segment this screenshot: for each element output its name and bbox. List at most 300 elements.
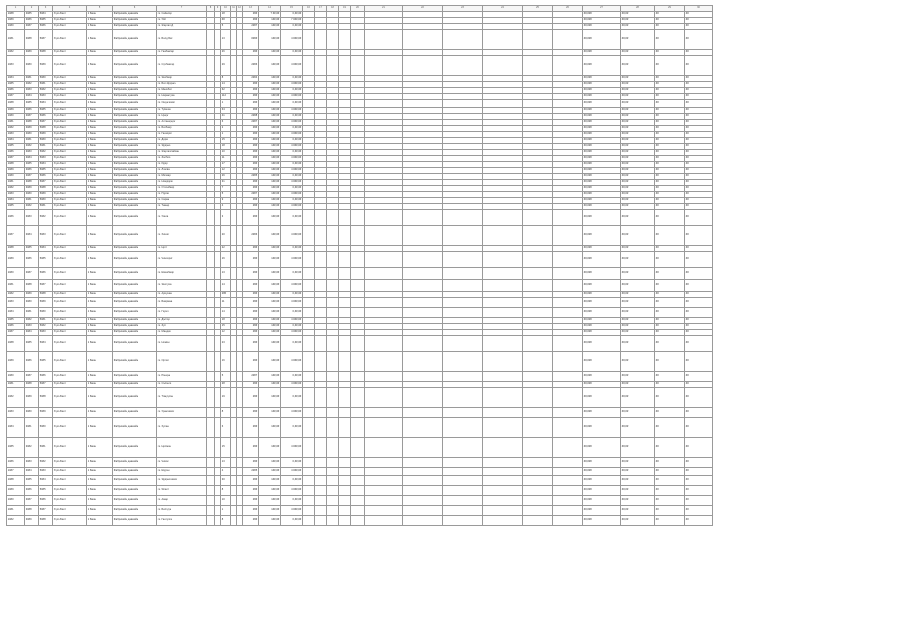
table-cell: 20 xyxy=(221,226,231,246)
table-cell: 5##2 xyxy=(39,458,53,468)
table-cell xyxy=(327,506,339,516)
table-cell xyxy=(339,210,351,226)
table-cell xyxy=(403,372,443,382)
table-cell: 1 Баян xyxy=(87,192,113,198)
table-cell: Хүхэ Балт xyxy=(53,168,87,174)
table-cell: 5##6 xyxy=(39,372,53,382)
table-cell xyxy=(523,252,553,268)
table-cell: гэ. Хишиг xyxy=(157,226,207,246)
table-cell: 1##1 xyxy=(7,382,25,388)
table-cell xyxy=(327,226,339,246)
table-cell: ##,### xyxy=(583,324,621,330)
table-cell: 1##,## xyxy=(259,76,281,82)
table-cell: 1##9 xyxy=(7,108,25,114)
table-cell: 0,##,## xyxy=(281,174,303,180)
table-cell xyxy=(351,496,365,506)
table-cell: ##,## xyxy=(621,210,655,226)
table-cell: 3##1 xyxy=(25,76,39,82)
table-cell xyxy=(207,298,215,308)
table-cell xyxy=(207,100,215,108)
table-cell: 4 xyxy=(221,204,231,210)
table-cell: 1##7 xyxy=(7,330,25,336)
table-row xyxy=(7,30,713,50)
table-cell xyxy=(303,352,315,372)
table-cell: ##,### xyxy=(583,24,621,30)
table-cell: ## xyxy=(655,18,685,24)
table-cell: 5##7 xyxy=(39,280,53,292)
table-cell xyxy=(351,506,365,516)
column-header: 29 xyxy=(655,6,685,12)
table-cell xyxy=(327,352,339,372)
table-cell: 5##4 xyxy=(39,476,53,486)
table-cell: гэ. Гантулга xyxy=(157,516,207,526)
table-cell: ## xyxy=(655,458,685,468)
table-cell: гэ. Ялалт xyxy=(157,486,207,496)
table-cell: Хүхэ Балт xyxy=(53,144,87,150)
table-cell: 19 xyxy=(221,388,231,408)
table-cell: 1 Баян xyxy=(87,12,113,18)
table-cell xyxy=(403,30,443,50)
table-cell: 3##8 xyxy=(25,180,39,186)
table-cell: 0,##,## xyxy=(281,138,303,144)
table-cell: ## xyxy=(685,336,713,352)
table-cell xyxy=(403,486,443,496)
table-cell: 1##,## xyxy=(259,114,281,120)
table-cell xyxy=(207,458,215,468)
table-cell: Хүхэ Балт xyxy=(53,88,87,94)
table-cell: ## xyxy=(655,226,685,246)
table-cell xyxy=(303,388,315,408)
table-cell: Фабрикийн давжийн xyxy=(113,50,157,56)
table-cell xyxy=(523,486,553,496)
table-cell: ## xyxy=(685,174,713,180)
table-cell xyxy=(483,336,523,352)
table-cell: 1 Баян xyxy=(87,516,113,526)
table-cell xyxy=(365,372,403,382)
table-cell: 5##1 xyxy=(39,144,53,150)
table-cell: 0,##,## xyxy=(281,88,303,94)
table-cell: гэ. Золбоо xyxy=(157,156,207,162)
table-cell: ## xyxy=(655,192,685,198)
table-cell: 0,##,## xyxy=(281,126,303,132)
table-cell xyxy=(315,458,327,468)
table-cell xyxy=(303,336,315,352)
table-cell xyxy=(315,252,327,268)
table-cell: 3##2 xyxy=(25,204,39,210)
table-cell: 1 Баян xyxy=(87,82,113,88)
table-cell: 1 Баян xyxy=(87,486,113,496)
table-cell: 1##,## xyxy=(259,30,281,50)
table-cell xyxy=(303,418,315,438)
table-cell: ## xyxy=(685,150,713,156)
table-cell: 1##,## xyxy=(259,180,281,186)
table-cell: 3##7 xyxy=(25,372,39,382)
table-cell: Хүхэ Балт xyxy=(53,458,87,468)
table-cell: гэ. Цогт xyxy=(157,246,207,252)
table-cell: ## xyxy=(655,76,685,82)
table-cell xyxy=(443,100,483,108)
table-cell: 1##,## xyxy=(259,292,281,298)
table-cell: 1##,## xyxy=(259,132,281,138)
table-cell xyxy=(327,486,339,496)
table-cell: ## xyxy=(655,24,685,30)
table-cell: ## xyxy=(685,382,713,388)
table-cell: 5##1 xyxy=(39,438,53,458)
table-cell xyxy=(315,418,327,438)
table-cell: 1 Баян xyxy=(87,382,113,388)
table-cell xyxy=(315,476,327,486)
table-cell: ### xyxy=(243,516,259,526)
table-row xyxy=(7,268,713,280)
column-header: 28 xyxy=(621,6,655,12)
table-cell: Хүхэ Балт xyxy=(53,156,87,162)
table-cell: гэ. Гэрэл xyxy=(157,308,207,318)
table-cell: ### xyxy=(243,438,259,458)
table-cell: ##,### xyxy=(583,352,621,372)
table-cell: 3##7 xyxy=(25,114,39,120)
table-cell: ##,### xyxy=(583,226,621,246)
table-cell: 1 Баян xyxy=(87,18,113,24)
table-cell: ##,### xyxy=(583,108,621,114)
table-cell: ##,### xyxy=(583,144,621,150)
table-cell: ##,## xyxy=(621,138,655,144)
table-row xyxy=(7,298,713,308)
table-cell: 2##6 xyxy=(243,56,259,76)
table-cell xyxy=(339,56,351,76)
table-cell: гэ. Энхбаяр xyxy=(157,76,207,82)
table-cell: гэ. Мандах xyxy=(157,330,207,336)
table-cell xyxy=(315,268,327,280)
table-cell xyxy=(339,268,351,280)
table-cell xyxy=(351,486,365,496)
table-cell: 1 Баян xyxy=(87,156,113,162)
table-cell xyxy=(365,458,403,468)
table-cell: 0,##,## xyxy=(281,308,303,318)
table-cell: 1##,## xyxy=(259,268,281,280)
column-header: 30 xyxy=(685,6,713,12)
table-cell: 5##1 xyxy=(39,204,53,210)
table-cell: ## xyxy=(655,108,685,114)
table-cell: ##,### xyxy=(583,114,621,120)
table-cell: 3##3 xyxy=(25,458,39,468)
column-header: 27 xyxy=(583,6,621,12)
table-cell xyxy=(365,280,403,292)
table-cell: ### xyxy=(243,268,259,280)
table-cell xyxy=(443,268,483,280)
table-cell: 4 ###,## xyxy=(281,144,303,150)
table-cell: ## xyxy=(685,458,713,468)
table-cell: 2 xyxy=(221,126,231,132)
table-cell: 17 xyxy=(221,162,231,168)
table-cell xyxy=(207,372,215,382)
table-cell: ## xyxy=(685,388,713,408)
table-cell xyxy=(365,486,403,496)
table-cell: 1##6 xyxy=(7,324,25,330)
table-cell: ##,### xyxy=(583,186,621,192)
table-cell: гэ. Нарантуяа xyxy=(157,94,207,100)
column-header: 14 xyxy=(259,6,281,12)
table-cell: ## xyxy=(685,132,713,138)
table-cell: Фабрикийн давжийн xyxy=(113,372,157,382)
table-cell: Хүхэ Балт xyxy=(53,226,87,246)
table-cell: ## xyxy=(655,280,685,292)
table-cell: ##,## xyxy=(621,82,655,88)
table-cell: Хүхэ Балт xyxy=(53,516,87,526)
table-row xyxy=(7,280,713,292)
column-header: 13 xyxy=(243,6,259,12)
table-cell: Фабрикийн давжийн xyxy=(113,280,157,292)
table-cell: Фабрикийн давжийн xyxy=(113,88,157,94)
table-cell: 286 xyxy=(221,292,231,298)
table-cell: гэ. Мягмар xyxy=(157,174,207,180)
table-cell xyxy=(303,516,315,526)
table-cell xyxy=(403,388,443,408)
table-cell xyxy=(351,30,365,50)
table-cell xyxy=(303,438,315,458)
table-cell: ## xyxy=(685,168,713,174)
table-cell xyxy=(315,56,327,76)
table-cell xyxy=(403,226,443,246)
table-cell xyxy=(339,388,351,408)
table-cell: ## xyxy=(685,18,713,24)
table-cell: ## xyxy=(685,204,713,210)
table-cell xyxy=(351,100,365,108)
table-cell xyxy=(365,388,403,408)
table-cell xyxy=(403,280,443,292)
table-cell: Фабрикийн давжийн xyxy=(113,126,157,132)
table-cell: Хүхэ Балт xyxy=(53,496,87,506)
table-cell: 1##,## xyxy=(259,496,281,506)
table-cell: 3##5 xyxy=(25,162,39,168)
table-cell: 13 xyxy=(221,458,231,468)
table-cell: 1##2 xyxy=(7,388,25,408)
table-cell: ##,## xyxy=(621,438,655,458)
table-cell: 5##1 xyxy=(39,318,53,324)
table-cell: 12 xyxy=(221,168,231,174)
table-cell xyxy=(207,268,215,280)
table-cell: 3##1 xyxy=(25,198,39,204)
table-cell: Фабрикийн давжийн xyxy=(113,192,157,198)
table-cell: 5##0 xyxy=(39,138,53,144)
table-cell: 3##4 xyxy=(25,330,39,336)
table-cell: 3##2 xyxy=(25,318,39,324)
table-cell: ## xyxy=(685,180,713,186)
table-cell: гэ. Сэлэнгэ xyxy=(157,382,207,388)
column-header: 25 xyxy=(523,6,553,12)
table-cell: 1##,## xyxy=(259,24,281,30)
table-cell xyxy=(351,336,365,352)
table-cell: ##,## xyxy=(621,352,655,372)
table-row xyxy=(7,468,713,476)
table-cell: 1 Баян xyxy=(87,88,113,94)
table-cell: Фабрикийн давжийн xyxy=(113,382,157,388)
table-cell: ## xyxy=(685,418,713,438)
table-cell: ## xyxy=(655,336,685,352)
table-cell: Хүхэ Балт xyxy=(53,50,87,56)
table-cell: ##,## xyxy=(621,108,655,114)
table-cell: Фабрикийн давжийн xyxy=(113,506,157,516)
table-cell: Фабрикийн давжийн xyxy=(113,12,157,18)
table-cell: гэ. Баярмаа xyxy=(157,298,207,308)
table-cell: 4 ###,## xyxy=(281,330,303,336)
table-cell xyxy=(483,298,523,308)
table-cell: ##,### xyxy=(583,174,621,180)
table-cell: 0,##,## xyxy=(281,476,303,486)
table-cell: ### xyxy=(243,162,259,168)
table-cell: Хүхэ Балт xyxy=(53,246,87,252)
table-cell: 1##,## xyxy=(259,388,281,408)
table-cell xyxy=(443,210,483,226)
table-cell: 5##7 xyxy=(39,382,53,388)
table-cell: ### xyxy=(243,280,259,292)
table-cell: ## xyxy=(655,388,685,408)
table-cell: ##,## xyxy=(621,174,655,180)
table-cell: 1##,## xyxy=(259,210,281,226)
table-row xyxy=(7,418,713,438)
table-cell: 4 ###,## xyxy=(281,318,303,324)
table-cell: 5##4 xyxy=(39,12,53,18)
table-cell xyxy=(303,226,315,246)
table-row xyxy=(7,336,713,352)
table-cell: 13 xyxy=(221,268,231,280)
table-cell xyxy=(403,468,443,476)
table-cell xyxy=(339,100,351,108)
table-cell: ##,## xyxy=(621,114,655,120)
table-cell: гэ. Тэмүүлэн xyxy=(157,388,207,408)
table-cell: Фабрикийн давжийн xyxy=(113,468,157,476)
table-cell: ##,## xyxy=(621,408,655,418)
table-cell: ### xyxy=(243,418,259,438)
table-cell: 1##3 xyxy=(7,298,25,308)
table-cell xyxy=(339,252,351,268)
table-cell: 1 Баян xyxy=(87,246,113,252)
table-cell xyxy=(303,468,315,476)
table-cell: 1##,## xyxy=(259,94,281,100)
table-cell: 5##6 xyxy=(39,174,53,180)
table-cell xyxy=(523,516,553,526)
table-cell: 4 ###,## xyxy=(281,94,303,100)
table-cell: ## xyxy=(655,168,685,174)
table-cell: 1##7 xyxy=(7,156,25,162)
table-cell xyxy=(339,516,351,526)
table-cell: ##,### xyxy=(583,268,621,280)
table-cell: 1##,## xyxy=(259,252,281,268)
table-cell xyxy=(327,388,339,408)
table-cell xyxy=(365,418,403,438)
table-cell: ## xyxy=(655,318,685,324)
table-cell: 3##1 xyxy=(25,138,39,144)
table-cell: ##,## xyxy=(621,192,655,198)
table-cell: ## xyxy=(655,308,685,318)
table-cell: 1##9 xyxy=(7,486,25,496)
table-cell xyxy=(303,210,315,226)
table-cell: 5##9 xyxy=(39,56,53,76)
table-cell: 5##5 xyxy=(39,108,53,114)
table-cell xyxy=(553,468,583,476)
table-cell: 1##,## xyxy=(259,226,281,246)
table-cell: 5##0 xyxy=(39,308,53,318)
table-cell: 1 Баян xyxy=(87,280,113,292)
table-cell: 1##4 xyxy=(7,308,25,318)
table-cell: 3##1 xyxy=(25,418,39,438)
table-cell xyxy=(339,418,351,438)
table-cell: ##,### xyxy=(583,56,621,76)
table-cell: 1##,## xyxy=(259,144,281,150)
table-cell: 7 xyxy=(221,186,231,192)
table-cell: 11 xyxy=(221,156,231,162)
table-cell: Фабрикийн давжийн xyxy=(113,516,157,526)
table-cell: ##,## xyxy=(621,204,655,210)
table-cell: 3##7 xyxy=(25,24,39,30)
table-cell: ##,## xyxy=(621,168,655,174)
table-cell: 5##8 xyxy=(39,388,53,408)
table-cell: 5##6 xyxy=(39,496,53,506)
table-cell xyxy=(403,298,443,308)
column-header: 18 xyxy=(327,6,339,12)
table-cell: 1 Баян xyxy=(87,30,113,50)
table-cell: 3##5 xyxy=(25,336,39,352)
column-header: 9 xyxy=(215,6,221,12)
table-cell: ## xyxy=(655,82,685,88)
table-cell: 4 ###,## xyxy=(281,108,303,114)
table-cell: 1##,## xyxy=(259,120,281,126)
table-cell: 15 xyxy=(221,324,231,330)
table-cell: Фабрикийн давжийн xyxy=(113,186,157,192)
table-cell xyxy=(315,352,327,372)
table-cell: ##,## xyxy=(621,268,655,280)
table-cell: 1##,## xyxy=(259,186,281,192)
table-cell xyxy=(365,100,403,108)
table-cell: 3##0 xyxy=(25,132,39,138)
table-cell: ##,## xyxy=(621,252,655,268)
table-cell: Хүхэ Балт xyxy=(53,268,87,280)
table-cell: 1##,## xyxy=(259,486,281,496)
table-cell: ## xyxy=(685,318,713,324)
table-cell: гэ. Лхагва xyxy=(157,168,207,174)
table-cell: 0,##,## xyxy=(281,186,303,192)
table-cell xyxy=(403,100,443,108)
table-cell: 2##7 xyxy=(243,24,259,30)
table-cell: ### xyxy=(243,12,259,18)
table-cell: Фабрикийн давжийн xyxy=(113,308,157,318)
table-cell: ##,### xyxy=(583,496,621,506)
table-cell: ##,## xyxy=(621,324,655,330)
table-cell: 1 Баян xyxy=(87,324,113,330)
table-cell: ##,## xyxy=(621,120,655,126)
table-cell: гэ. Уйл xyxy=(157,18,207,24)
table-row xyxy=(7,438,713,458)
table-cell: 1 Баян xyxy=(87,162,113,168)
table-cell xyxy=(523,308,553,318)
table-cell xyxy=(315,308,327,318)
table-cell: ## xyxy=(655,252,685,268)
table-cell: Хүхэ Балт xyxy=(53,76,87,82)
table-cell: 1 Баян xyxy=(87,388,113,408)
table-cell: ##,### xyxy=(583,180,621,186)
column-header: 7 xyxy=(157,6,207,12)
table-cell: Хүхэ Балт xyxy=(53,476,87,486)
column-header: 12 xyxy=(237,6,243,12)
table-cell: Фабрикийн давжийн xyxy=(113,336,157,352)
table-cell: ## xyxy=(685,82,713,88)
table-cell xyxy=(207,496,215,506)
table-cell: ## xyxy=(685,50,713,56)
table-cell xyxy=(483,280,523,292)
table-cell: гэ. Нямдорж xyxy=(157,180,207,186)
table-cell: 4 xyxy=(221,468,231,476)
table-cell: 1 Баян xyxy=(87,372,113,382)
table-cell: ##,### xyxy=(583,12,621,18)
